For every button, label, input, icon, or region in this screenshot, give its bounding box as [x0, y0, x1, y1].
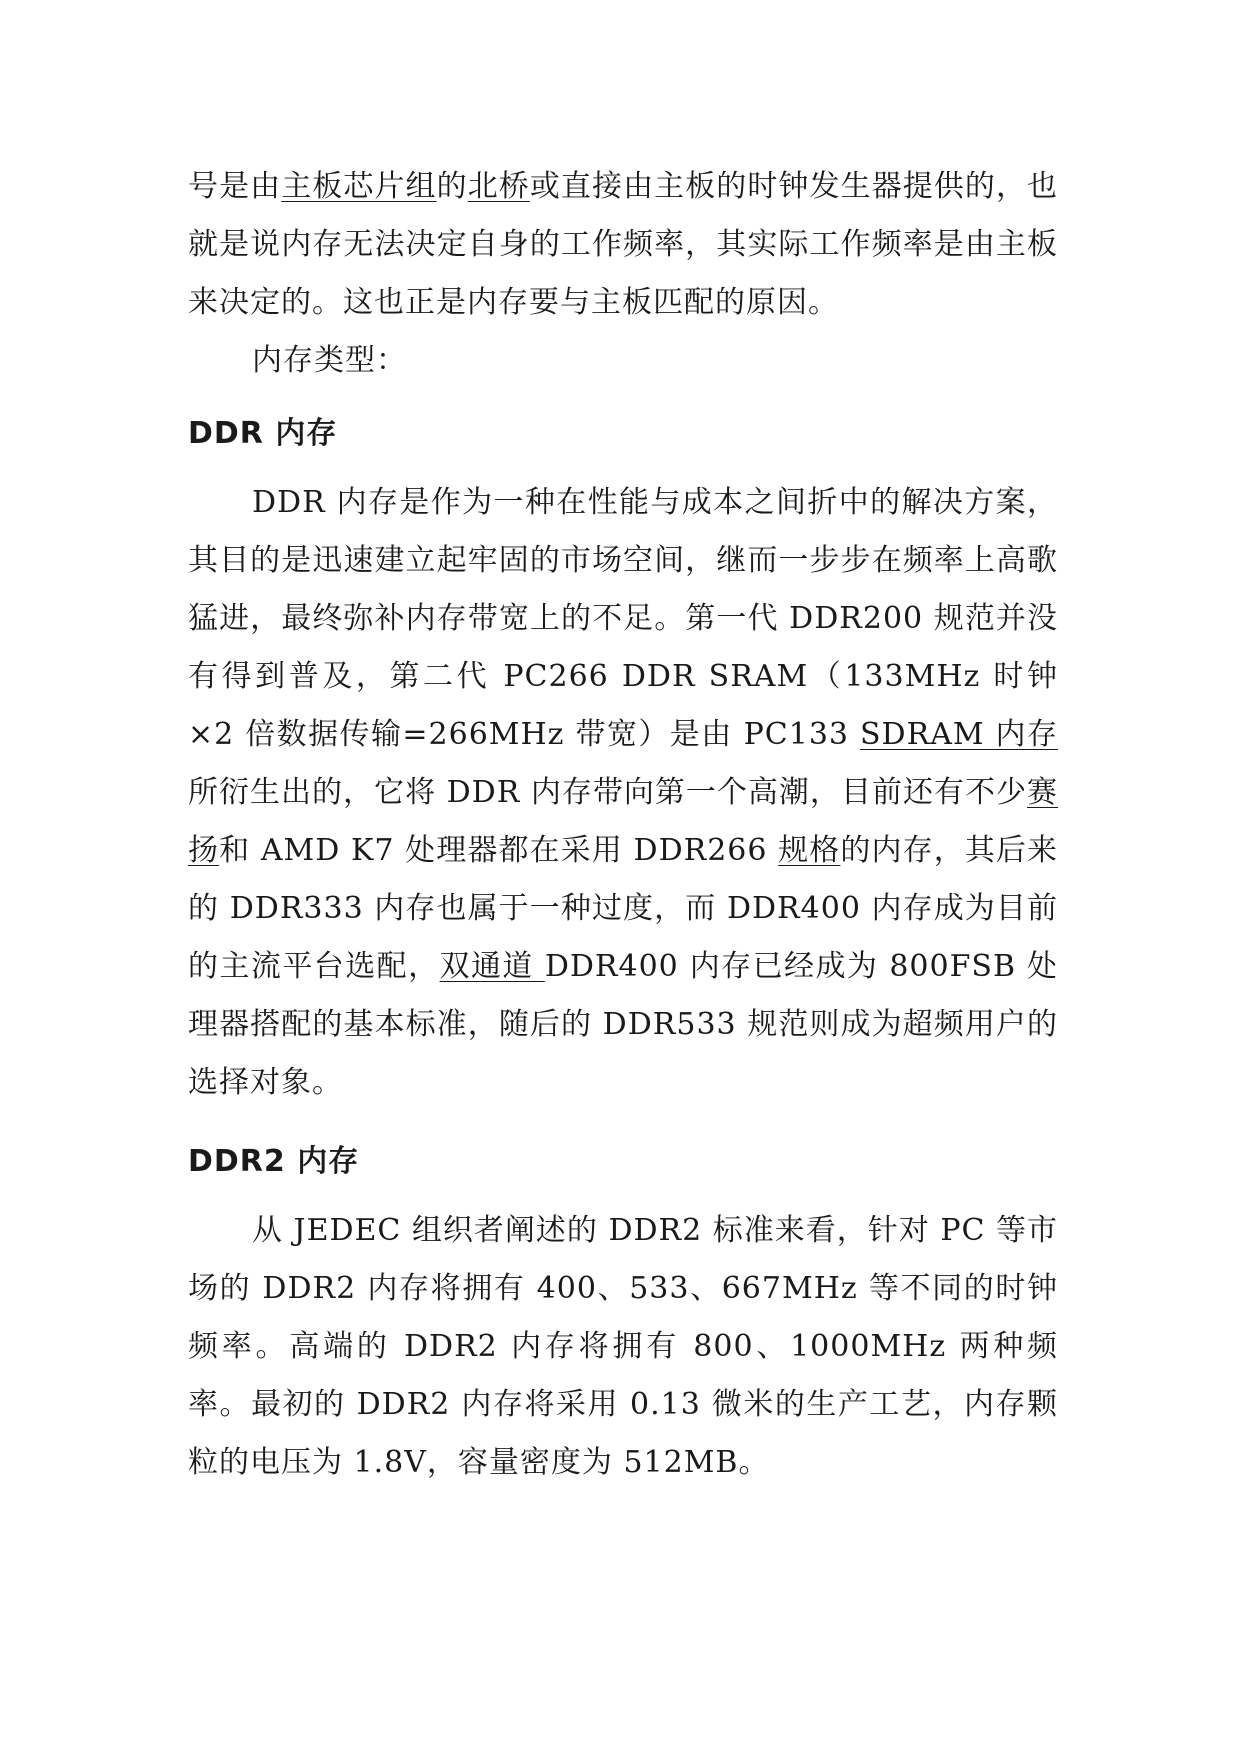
ddr-heading: DDR 内存 [188, 416, 338, 451]
ddr-text-3: 和 AMD K7 处理器都在采用 DDR266 [219, 833, 779, 868]
ddr-text-2: 所衍生出的，它将 DDR 内存带向第一个高潮，目前还有不少 [188, 775, 1027, 810]
northbridge-link[interactable]: 北桥 [467, 169, 530, 204]
chipset-link[interactable]: 主板芯片组 [281, 169, 437, 204]
intro-text-2: 的 [436, 169, 468, 204]
ddr-text-1: DDR 内存是作为一种在性能与成本之间折中的解决方案，其目的是迅速建立起牢固的市场空间，继而一步步在频率上高歌猛进，最终弥补内存带宽上的不足。第一代 DDR200 规范并没有得到普及，第二代 PC266 DDR SRAM（133MHz 时钟×2 倍数据传输=266MHz 带宽）是由 PC133 [188, 485, 1058, 752]
document-page [188, 158, 1058, 1492]
ddr2-paragraph: 从 JEDEC 组织者阐述的 DDR2 标准来看，针对 PC 等市场的 DDR2 内存将拥有 400、533、667MHz 等不同的时钟频率。高端的 DDR2 内存将拥有 800、1000MHz 两种频率。最初的 DDR2 内存将采用 0.13 微米的生产工艺，内存颗粒的电压为 1.8V，容量密度为 512MB。 [188, 1213, 1058, 1480]
ddr-text-5: DDR400 内存已经成为 800FSB 处理器搭配的基本标准，随后的 DDR533 规范则成为超频用户的选择对象。 [188, 949, 1058, 1100]
ddr-paragraph [188, 474, 1058, 1112]
ddr2-heading: DDR2 内存 [188, 1144, 360, 1179]
intro-text-3: 或直接由主板的时钟发生器提供的，也就是说内存无法决定自身的工作频率，其实际工作频率是由主板来决定的。这也正是内存要与主板匹配的原因。 [188, 169, 1059, 320]
sdram-link[interactable]: SDRAM 内存 [860, 717, 1058, 752]
ddr-text-4: 的内存，其后来的 DDR333 内存也属于一种过度，而 DDR400 内存成为目前的主流平台选配， [188, 833, 1059, 984]
memory-types-subheading: 内存类型： [252, 343, 407, 378]
dual-channel-link[interactable]: 双通道 [439, 949, 545, 984]
intro-text-1: 号是由 [188, 169, 282, 204]
celeron-link[interactable]: 赛扬 [188, 775, 1058, 868]
spec-link[interactable]: 规格 [778, 833, 841, 868]
intro-paragraph [188, 158, 1058, 332]
